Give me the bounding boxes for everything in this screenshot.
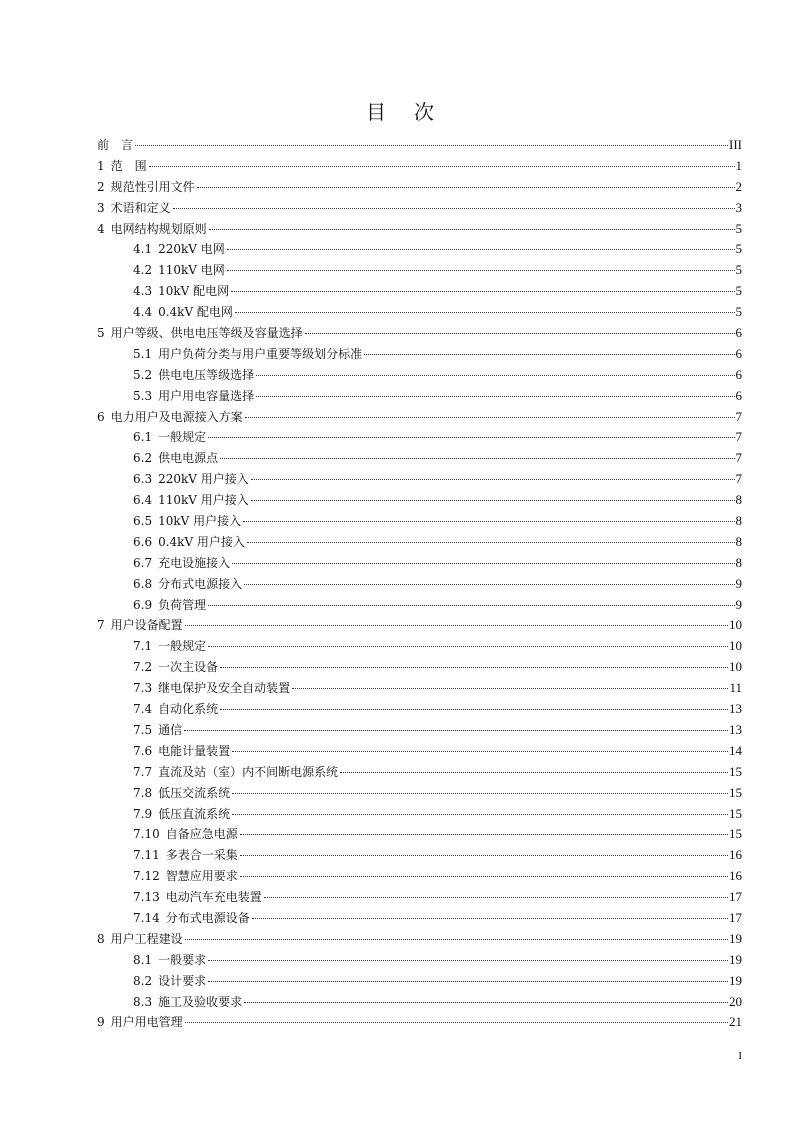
toc-entry-number: 7.12 [133,869,160,884]
toc-entry-number: 7.6 [133,743,153,758]
dot-leader [227,249,735,250]
toc-entry-text: 电动汽车充电装置 [165,890,262,905]
toc-entry-page-number: 13 [729,721,742,737]
toc-entry-number: 9 [97,1015,105,1030]
toc-entry-page-number: 7 [735,429,742,445]
page-folio: I [738,1050,742,1062]
toc-entry-number: 7.2 [133,660,153,675]
toc-entry[interactable] [97,302,742,323]
toc-entry-label [97,219,208,240]
toc-entry-number: 5.3 [133,388,153,403]
toc-entry-number: 2 [97,179,105,194]
toc-entry-page-number: 10 [729,638,742,654]
toc-entry-page-number: 5 [735,241,742,257]
toc-entry-number: 4.4 [133,305,153,320]
toc-entry[interactable] [97,845,742,866]
dot-leader [340,772,728,773]
toc-entry-page-number: 9 [735,596,742,612]
toc-entry[interactable] [97,908,742,929]
toc-entry[interactable] [97,198,742,219]
toc-entry-page-number: 13 [729,701,742,717]
toc-entry-number: 7.5 [133,722,153,737]
toc-entry-text: 设计要求 [158,973,207,988]
toc-entry-page-number: 16 [729,847,742,863]
toc-entry-label [133,532,246,553]
toc-entry-text: 电网结构规划原则 [110,221,207,236]
toc-entry-label [97,135,134,156]
toc-entry-number: 6.1 [133,430,153,445]
dot-leader [149,166,735,167]
toc-entry-text: 一次主设备 [158,660,219,675]
toc-entry-label [133,595,207,616]
dot-leader [364,354,734,355]
dot-leader [235,312,735,313]
toc-entry-label [133,448,219,469]
toc-entry-text: 智慧应用要求 [165,869,238,884]
toc-entry[interactable] [97,615,742,636]
toc-entry-label [133,720,183,741]
dot-leader [208,605,734,606]
toc-entry-label [133,302,234,323]
toc-entry-page-number: 19 [729,930,742,946]
toc-entry-label [133,741,231,762]
toc-entry-page-number: 11 [729,680,742,696]
toc-entry-text: 自动化系统 [158,702,219,717]
toc-entry-text: 用户等级、供电电压等级及容量选择 [110,326,303,341]
toc-entry-text: 220kV 电网 [158,242,225,257]
toc-entry[interactable] [97,532,742,553]
toc-entry[interactable] [97,992,742,1013]
toc-entry[interactable] [97,365,742,386]
toc-entry[interactable] [97,386,742,407]
toc-entry-page-number: 8 [735,492,742,508]
toc-entry-text: 分布式电源接入 [158,576,243,591]
toc-entry-label [133,657,219,678]
toc-entry-number: 7.7 [133,764,153,779]
toc-entry-page-number: 9 [735,575,742,591]
toc-entry-page-number: 17 [729,909,742,925]
toc-entry-number: 1 [97,158,105,173]
toc-entry-number: 4 [97,221,105,236]
dot-leader [251,500,735,501]
toc-entry-label [133,908,251,929]
toc-entry-page-number: 10 [729,617,742,633]
toc-entry-number: 6.4 [133,493,153,508]
toc-entry[interactable] [97,281,742,302]
toc-entry-text: 10kV 配电网 [158,284,230,299]
toc-entry-text: 继电保护及安全自动装置 [158,681,291,696]
toc-entry-text: 负荷管理 [158,597,207,612]
toc-title-char-2: 次 [414,100,434,124]
toc-entry-page-number: 7 [735,471,742,487]
toc-entry-number: 5 [97,326,105,341]
toc-entry-text: 供电电压等级选择 [158,367,255,382]
toc-entry-label [133,239,226,260]
toc-entry[interactable] [97,971,742,992]
toc-entry-text: 10kV 用户接入 [158,514,242,529]
toc-entry[interactable] [97,678,742,699]
dot-leader [240,834,728,835]
dot-leader [197,187,735,188]
toc-entry-text: 用户用电管理 [110,1015,183,1030]
toc-entry-page-number: 5 [735,262,742,278]
toc-entry[interactable] [97,950,742,971]
toc-entry-page-number: 6 [735,387,742,403]
toc-entry-label [97,323,304,344]
toc-entry-page-number: 15 [729,826,742,842]
toc-entry[interactable] [97,824,742,845]
toc-entry[interactable] [97,657,742,678]
toc-entry[interactable] [97,783,742,804]
toc-entry-label [133,762,339,783]
toc-entry-text: 多表合一采集 [165,848,238,863]
toc-entry-label [97,1012,184,1033]
dot-leader [256,375,734,376]
toc-entry-label [97,407,244,428]
toc-entry-label [133,490,250,511]
toc-entry-number: 7.9 [133,806,153,821]
toc-entry-label [133,950,207,971]
toc-entry-label [133,344,363,365]
toc-entry-number: 8.1 [133,952,153,967]
toc-entry-number: 6.7 [133,555,153,570]
dot-leader [244,1002,728,1003]
toc-entry-label [97,156,148,177]
toc-entry-number: 8.2 [133,973,153,988]
toc-entry-text: 110kV 用户接入 [158,493,249,508]
dot-leader [252,918,728,919]
toc-entry-number: 7.4 [133,702,153,717]
toc-entry-page-number: 6 [735,325,742,341]
toc-entry-number: 5.2 [133,367,153,382]
toc-entry-text: 0.4kV 配电网 [158,305,233,320]
toc-entry-label [133,783,231,804]
toc-entry-text: 0.4kV 用户接入 [158,534,245,549]
toc-entry-text: 一般规定 [158,639,207,654]
toc-entry-label [133,971,207,992]
toc-entry-page-number: 15 [729,763,742,779]
toc-entry-number: 8.3 [133,994,153,1009]
toc-entry-label [133,887,263,908]
toc-entry-number: 8 [97,931,105,946]
toc-entry-label [133,511,242,532]
toc-entry-page-number: 8 [735,533,742,549]
toc-entry-number: 6.9 [133,597,153,612]
toc-entry[interactable] [97,636,742,657]
toc-entry[interactable] [97,595,742,616]
toc-entry-text: 范 围 [110,158,147,173]
dot-leader [292,688,728,689]
toc-entry-label [133,804,231,825]
toc-entry-page-number: 5 [735,283,742,299]
toc-entry-page-number: 14 [729,742,742,758]
toc-entry-label [133,824,239,845]
toc-entry[interactable] [97,1012,742,1033]
toc-entry-number: 6 [97,409,105,424]
toc-entry-text: 术语和定义 [110,200,171,215]
toc-entry-page-number: 5 [735,220,742,236]
toc-entry[interactable] [97,135,742,156]
toc-entry-label [133,699,219,720]
toc-entry[interactable] [97,804,742,825]
toc-entry[interactable] [97,344,742,365]
toc-entry[interactable] [97,407,742,428]
toc-entry-page-number: 2 [735,178,742,194]
toc-entry-page-number: 8 [735,554,742,570]
toc-entry[interactable] [97,469,742,490]
toc-entry-label [133,553,231,574]
toc-entry[interactable] [97,219,742,240]
dot-leader [256,396,734,397]
toc-entry-number: 6.6 [133,534,153,549]
dot-leader [244,584,734,585]
toc-entry-text: 分布式电源设备 [165,910,250,925]
toc-entry[interactable] [97,260,742,281]
toc-entry-text: 自备应急电源 [165,827,238,842]
toc-entry-text: 规范性引用文件 [110,179,195,194]
toc-entry-page-number: 1 [735,157,742,173]
toc-entry[interactable] [97,720,742,741]
toc-entry-label [133,386,255,407]
toc-entry-text: 一般要求 [158,952,207,967]
toc-entry-label [133,281,230,302]
dot-leader [184,730,728,731]
toc-entry[interactable] [97,866,742,887]
toc-entry-page-number: 19 [729,951,742,967]
toc-entry-label [133,866,239,887]
toc-entry-page-number: 16 [729,868,742,884]
toc-title-char-1: 目 [366,100,386,124]
toc-entry-number: 4.2 [133,263,153,278]
dot-leader [220,709,728,710]
toc-entry-page-number: 10 [729,659,742,675]
dot-leader [208,981,728,982]
toc-entry-number: 7.11 [133,848,160,863]
toc-entry[interactable] [97,427,742,448]
toc-entry-number: 7.13 [133,890,160,905]
toc-entry-text: 供电电源点 [158,451,219,466]
toc-entry-page-number: 7 [735,450,742,466]
dot-leader [264,897,728,898]
toc-entry-number: 4.3 [133,284,153,299]
toc-entry[interactable] [97,448,742,469]
toc-entry-number: 5.1 [133,346,153,361]
dot-leader [208,960,728,961]
toc-entry-text: 电力用户及电源接入方案 [110,409,243,424]
dot-leader [247,542,735,543]
dot-leader [173,208,735,209]
toc-entry-text: 充电设施接入 [158,555,231,570]
toc-entry-text: 用户用电容量选择 [158,388,255,403]
toc-entry-number: 4.1 [133,242,153,257]
toc-entry-text: 低压直流系统 [158,806,231,821]
toc-entry-page-number: 6 [735,345,742,361]
toc-entry-label [97,198,172,219]
toc-entry[interactable] [97,239,742,260]
dot-leader [231,291,734,292]
toc-entry[interactable] [97,553,742,574]
toc-entry-page-number: 20 [729,993,742,1009]
toc-entry-label [97,177,196,198]
toc-entry-number: 6.2 [133,451,153,466]
toc-entry[interactable] [97,490,742,511]
dot-leader [251,479,735,480]
toc-entry-text: 施工及验收要求 [158,994,243,1009]
toc-entry-number: 6.3 [133,472,153,487]
toc-entry[interactable] [97,699,742,720]
toc-entry-number: 7.8 [133,785,153,800]
table-of-contents [97,135,742,1033]
toc-entry-number: 7 [97,618,105,633]
toc-entry-text: 一般规定 [158,430,207,445]
toc-entry-text: 低压交流系统 [158,785,231,800]
dot-leader [232,814,728,815]
toc-entry[interactable] [97,511,742,532]
toc-entry-label [133,845,239,866]
toc-entry[interactable] [97,156,742,177]
toc-entry-text: 110kV 电网 [158,263,225,278]
dot-leader [232,563,734,564]
toc-entry-number: 7.1 [133,639,153,654]
toc-entry-text: 用户工程建设 [110,931,183,946]
toc-entry-label [133,574,243,595]
toc-entry[interactable] [97,574,742,595]
dot-leader [240,876,728,877]
toc-entry-text: 用户设备配置 [110,618,183,633]
toc-entry-page-number: 21 [729,1014,742,1030]
toc-entry-number: 7.3 [133,681,153,696]
toc-entry-page-number: III [729,137,742,152]
toc-entry-page-number: 17 [729,889,742,905]
dot-leader [245,417,735,418]
toc-entry-number: 6.5 [133,514,153,529]
dot-leader [305,333,735,334]
dot-leader [220,667,728,668]
dot-leader [227,270,735,271]
toc-entry[interactable] [97,323,742,344]
toc-entry-label [133,636,207,657]
toc-title [0,96,800,125]
toc-entry-text: 直流及站（室）内不间断电源系统 [158,764,339,779]
toc-entry-text: 通信 [158,722,183,737]
toc-entry-label [133,427,207,448]
toc-entry[interactable] [97,929,742,950]
toc-entry-label [133,260,226,281]
toc-entry-page-number: 7 [735,408,742,424]
dot-leader [185,939,728,940]
toc-entry-label [133,365,255,386]
toc-entry-text: 电能计量装置 [158,743,231,758]
dot-leader [243,521,734,522]
toc-entry-number: 7.10 [133,827,160,842]
toc-entry-page-number: 19 [729,972,742,988]
toc-entry-label [97,929,184,950]
toc-entry[interactable] [97,177,742,198]
toc-entry-page-number: 15 [729,784,742,800]
dot-leader [240,855,728,856]
toc-entry-label [133,678,291,699]
toc-entry-label [97,615,184,636]
dot-leader [232,793,728,794]
toc-entry-number: 7.14 [133,910,160,925]
toc-entry-page-number: 5 [735,304,742,320]
dot-leader [220,458,734,459]
dot-leader [209,229,735,230]
toc-entry-number: 3 [97,200,105,215]
toc-entry[interactable] [97,741,742,762]
toc-entry-page-number: 15 [729,805,742,821]
dot-leader [135,145,728,146]
toc-entry-page-number: 8 [735,513,742,529]
toc-entry-text: 用户负荷分类与用户重要等级划分标准 [158,346,363,361]
dot-leader [208,437,734,438]
toc-entry-label [133,469,250,490]
dot-leader [185,625,728,626]
toc-entry-text: 220kV 用户接入 [158,472,249,487]
toc-entry[interactable] [97,762,742,783]
dot-leader [185,1022,728,1023]
dot-leader [232,751,728,752]
toc-entry-text: 前 言 [97,138,134,152]
dot-leader [208,646,728,647]
toc-entry-page-number: 6 [735,366,742,382]
toc-entry-label [133,992,243,1013]
toc-entry-number: 6.8 [133,576,153,591]
toc-entry-page-number: 3 [735,199,742,215]
toc-entry[interactable] [97,887,742,908]
